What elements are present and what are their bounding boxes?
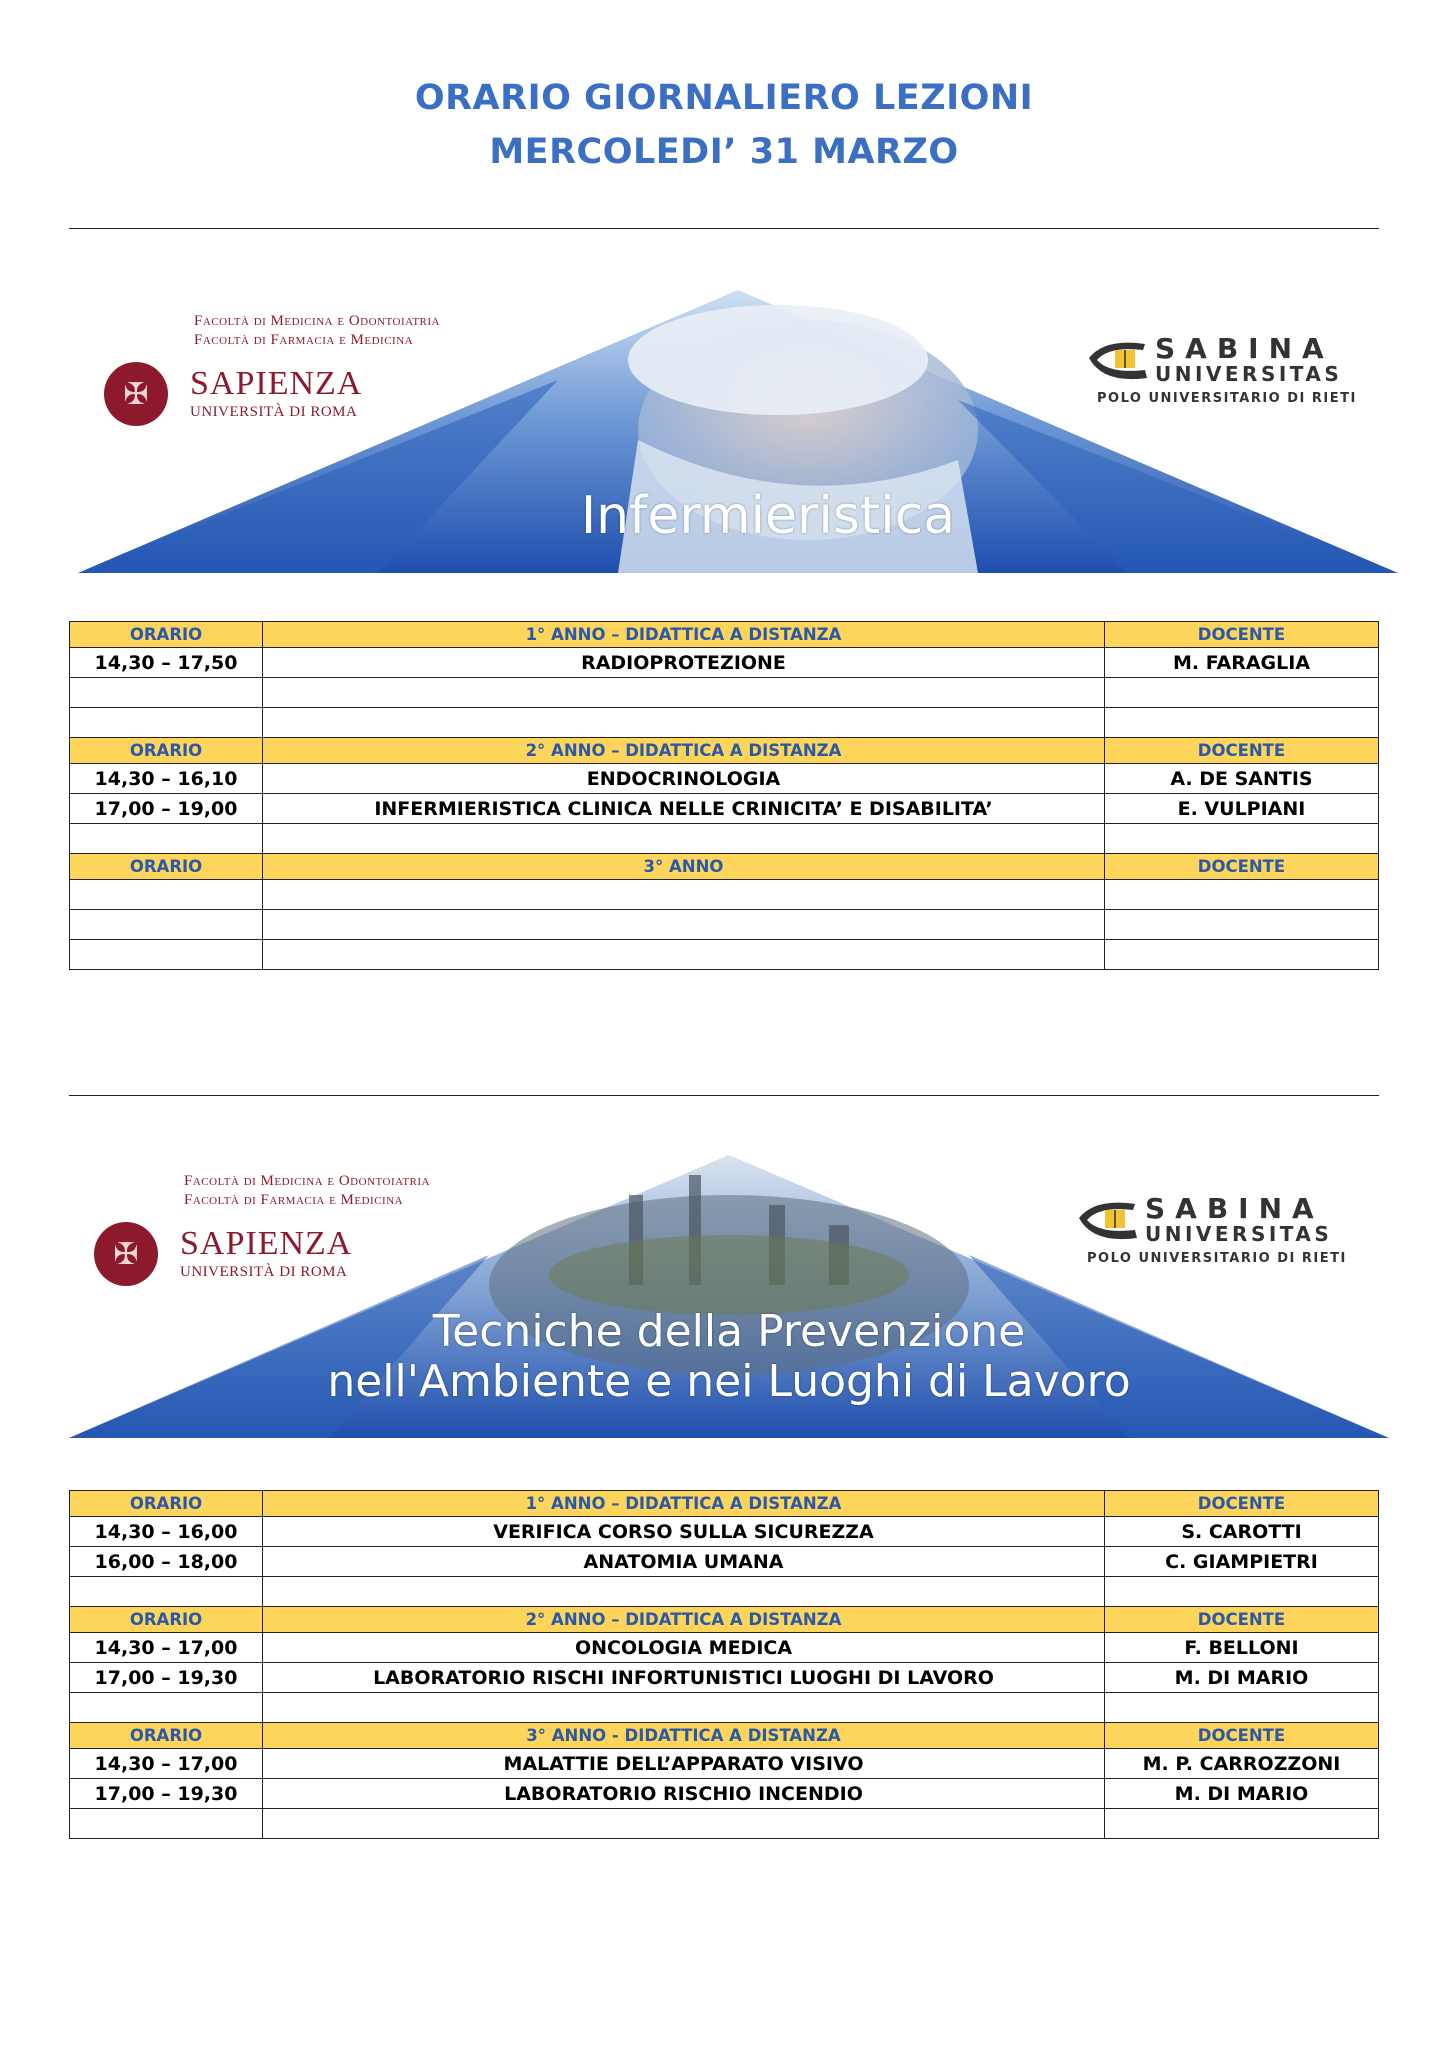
table-row bbox=[70, 794, 1379, 824]
cell-docente: E. VULPIANI bbox=[1105, 794, 1379, 824]
cell-docente: S. CAROTTI bbox=[1105, 1517, 1379, 1547]
cell-materia: INFERMIERISTICA CLINICA NELLE CRINICITA’ E DISABILITA’ bbox=[263, 794, 1105, 824]
facolta-label bbox=[194, 312, 440, 350]
cell-materia bbox=[263, 880, 1105, 910]
cell-docente: F. BELLONI bbox=[1105, 1633, 1379, 1663]
cell-docente: C. GIAMPIETRI bbox=[1105, 1547, 1379, 1577]
cell-materia: VERIFICA CORSO SULLA SICUREZZA bbox=[263, 1517, 1105, 1547]
table-row bbox=[70, 1749, 1379, 1779]
course-title-infermieristica: Infermieristica bbox=[580, 486, 956, 546]
cell-docente bbox=[1105, 708, 1379, 738]
cell-materia: 1° ANNO – DIDATTICA A DISTANZA bbox=[263, 1491, 1105, 1517]
table-header-row bbox=[70, 738, 1379, 764]
sabina-book-icon bbox=[1085, 336, 1155, 384]
course-title-prevenzione bbox=[269, 1307, 1189, 1407]
cell-materia: ONCOLOGIA MEDICA bbox=[263, 1633, 1105, 1663]
cell-materia: MALATTIE DELL’APPARATO VISIVO bbox=[263, 1749, 1105, 1779]
cell-materia: LABORATORIO RISCHI INFORTUNISTICI LUOGHI DI LAVORO bbox=[263, 1663, 1105, 1693]
table-header-row bbox=[70, 854, 1379, 880]
facolta-line2: Facoltà di Farmacia e Medicina bbox=[184, 1192, 404, 1208]
sabina-polo: POLO UNIVERSITARIO DI RIETI bbox=[1097, 391, 1357, 406]
cell-materia bbox=[263, 1809, 1105, 1839]
table-row bbox=[70, 1663, 1379, 1693]
facolta-label-2 bbox=[184, 1172, 430, 1210]
cell-materia bbox=[263, 1693, 1105, 1723]
cell-orario bbox=[70, 1577, 263, 1607]
cell-materia: 2° ANNO – DIDATTICA A DISTANZA bbox=[263, 1607, 1105, 1633]
cell-materia bbox=[263, 940, 1105, 970]
cell-orario: 14,30 – 17,00 bbox=[70, 1633, 263, 1663]
cell-docente bbox=[1105, 940, 1379, 970]
cell-docente bbox=[1105, 1577, 1379, 1607]
cell-orario bbox=[70, 824, 263, 854]
table-row bbox=[70, 764, 1379, 794]
table-row bbox=[70, 1547, 1379, 1577]
cell-orario: ORARIO bbox=[70, 854, 263, 880]
cell-materia bbox=[263, 678, 1105, 708]
schedule-table-prevenzione bbox=[69, 1490, 1379, 1839]
table-row bbox=[70, 648, 1379, 678]
cell-docente bbox=[1105, 824, 1379, 854]
cell-orario bbox=[70, 910, 263, 940]
cell-orario bbox=[70, 678, 263, 708]
cell-docente: DOCENTE bbox=[1105, 1723, 1379, 1749]
cell-orario bbox=[70, 1809, 263, 1839]
page-title-line2: MERCOLEDI’ 31 MARZO bbox=[489, 132, 959, 172]
cell-materia: 1° ANNO – DIDATTICA A DISTANZA bbox=[263, 622, 1105, 648]
table-header-row bbox=[70, 1607, 1379, 1633]
cell-orario: 16,00 – 18,00 bbox=[70, 1547, 263, 1577]
cell-docente: DOCENTE bbox=[1105, 622, 1379, 648]
cell-materia: 2° ANNO – DIDATTICA A DISTANZA bbox=[263, 738, 1105, 764]
table-row bbox=[70, 708, 1379, 738]
cell-docente: DOCENTE bbox=[1105, 738, 1379, 764]
cell-orario: ORARIO bbox=[70, 622, 263, 648]
sabina-book-icon bbox=[1075, 1196, 1145, 1244]
cell-materia: ANATOMIA UMANA bbox=[263, 1547, 1105, 1577]
cell-materia bbox=[263, 708, 1105, 738]
sapienza-name: SAPIENZA bbox=[190, 365, 363, 402]
table-header-row bbox=[70, 622, 1379, 648]
cell-materia: RADIOPROTEZIONE bbox=[263, 648, 1105, 678]
cell-orario: 14,30 – 17,50 bbox=[70, 648, 263, 678]
sabina-word2: UNIVERSITAS bbox=[1145, 1222, 1333, 1246]
cell-materia: LABORATORIO RISCHIO INCENDIO bbox=[263, 1779, 1105, 1809]
cell-materia bbox=[263, 824, 1105, 854]
cell-docente: M. P. CARROZZONI bbox=[1105, 1749, 1379, 1779]
cell-docente: DOCENTE bbox=[1105, 1607, 1379, 1633]
cell-docente bbox=[1105, 880, 1379, 910]
table-row bbox=[70, 1633, 1379, 1663]
sabina-logo-2 bbox=[1075, 1192, 1347, 1266]
cell-orario: 14,30 – 16,00 bbox=[70, 1517, 263, 1547]
cell-docente: M. FARAGLIA bbox=[1105, 648, 1379, 678]
sapienza-name: SAPIENZA bbox=[180, 1225, 353, 1262]
cell-docente bbox=[1105, 678, 1379, 708]
cell-orario bbox=[70, 708, 263, 738]
cell-materia: 3° ANNO - DIDATTICA A DISTANZA bbox=[263, 1723, 1105, 1749]
table-row bbox=[70, 910, 1379, 940]
facolta-line2: Facoltà di Farmacia e Medicina bbox=[194, 332, 414, 348]
cell-orario bbox=[70, 940, 263, 970]
table-row bbox=[70, 824, 1379, 854]
sapienza-logo bbox=[104, 362, 362, 426]
divider-top bbox=[69, 228, 1379, 229]
sapienza-seal-icon: ✠ bbox=[104, 362, 168, 426]
sapienza-logo-2 bbox=[94, 1222, 352, 1286]
cell-materia: ENDOCRINOLOGIA bbox=[263, 764, 1105, 794]
course-title-line2: nell'Ambiente e nei Luoghi di Lavoro bbox=[327, 1356, 1131, 1407]
cell-orario: ORARIO bbox=[70, 738, 263, 764]
course-title-line1: Tecniche della Prevenzione bbox=[432, 1306, 1026, 1357]
table-row bbox=[70, 880, 1379, 910]
table-row bbox=[70, 940, 1379, 970]
cell-docente: M. DI MARIO bbox=[1105, 1779, 1379, 1809]
table-header-row bbox=[70, 1723, 1379, 1749]
facolta-line1: Facoltà di Medicina e Odontoiatria bbox=[184, 1173, 430, 1189]
sabina-polo: POLO UNIVERSITARIO DI RIETI bbox=[1087, 1251, 1347, 1266]
sabina-word2: UNIVERSITAS bbox=[1155, 362, 1343, 386]
cell-docente bbox=[1105, 1693, 1379, 1723]
schedule-table-infermieristica bbox=[69, 621, 1379, 970]
page-title-line1: ORARIO GIORNALIERO LEZIONI bbox=[414, 78, 1034, 118]
cell-docente: DOCENTE bbox=[1105, 1491, 1379, 1517]
table-row bbox=[70, 678, 1379, 708]
table-row bbox=[70, 1577, 1379, 1607]
table-row bbox=[70, 1517, 1379, 1547]
cell-orario: ORARIO bbox=[70, 1723, 263, 1749]
cell-docente: M. DI MARIO bbox=[1105, 1663, 1379, 1693]
cell-docente bbox=[1105, 1809, 1379, 1839]
cell-materia bbox=[263, 910, 1105, 940]
table-row bbox=[70, 1693, 1379, 1723]
sapienza-subtitle: UNIVERSITÀ DI ROMA bbox=[190, 404, 358, 420]
sabina-word1: SABINA bbox=[1145, 1192, 1324, 1225]
cell-orario bbox=[70, 1693, 263, 1723]
cell-materia bbox=[263, 1577, 1105, 1607]
sabina-logo bbox=[1085, 332, 1357, 406]
cell-orario: 14,30 – 17,00 bbox=[70, 1749, 263, 1779]
cell-docente bbox=[1105, 910, 1379, 940]
cell-orario bbox=[70, 880, 263, 910]
sabina-word1: SABINA bbox=[1155, 332, 1334, 365]
cell-orario: ORARIO bbox=[70, 1607, 263, 1633]
cell-orario: ORARIO bbox=[70, 1491, 263, 1517]
sapienza-subtitle: UNIVERSITÀ DI ROMA bbox=[180, 1264, 348, 1280]
facolta-line1: Facoltà di Medicina e Odontoiatria bbox=[194, 313, 440, 329]
table-row bbox=[70, 1809, 1379, 1839]
divider-middle bbox=[69, 1095, 1379, 1096]
table-header-row bbox=[70, 1491, 1379, 1517]
cell-materia: 3° ANNO bbox=[263, 854, 1105, 880]
cell-orario: 17,00 – 19,30 bbox=[70, 1663, 263, 1693]
sapienza-seal-icon: ✠ bbox=[94, 1222, 158, 1286]
cell-docente: A. DE SANTIS bbox=[1105, 764, 1379, 794]
cell-orario: 14,30 – 16,10 bbox=[70, 764, 263, 794]
cell-docente: DOCENTE bbox=[1105, 854, 1379, 880]
cell-orario: 17,00 – 19,30 bbox=[70, 1779, 263, 1809]
table-row bbox=[70, 1779, 1379, 1809]
cell-orario: 17,00 – 19,00 bbox=[70, 794, 263, 824]
